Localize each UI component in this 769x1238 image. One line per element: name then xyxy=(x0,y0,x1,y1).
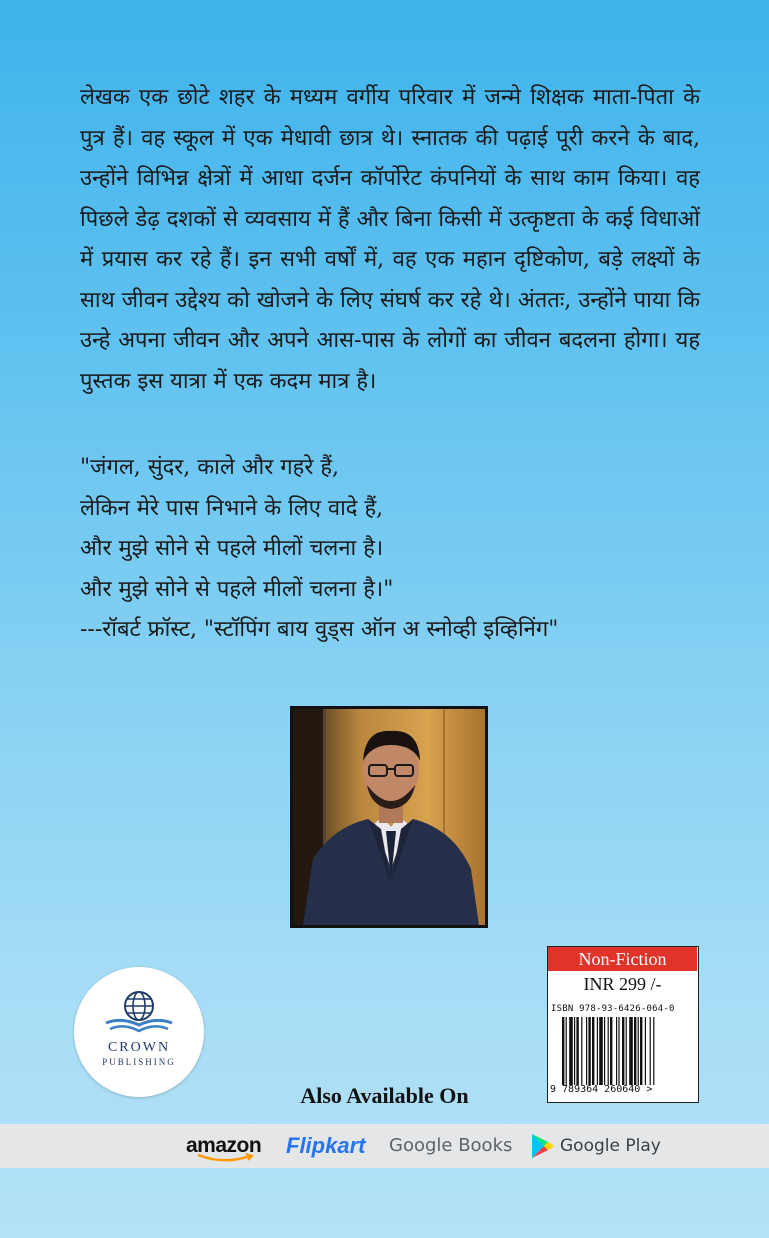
barcode-bar xyxy=(569,1017,573,1085)
publisher-subtitle: PUBLISHING xyxy=(102,1057,176,1067)
barcode-bar xyxy=(586,1017,587,1085)
poem-attribution: ---रॉबर्ट फ्रॉस्ट, "स्टॉपिंग बाय वुड्स ऑन अ स्नोव्ही इव्हिनिंग" xyxy=(80,617,559,642)
poem-line: लेकिन मेरे पास निभाने के लिए वादे हैं, xyxy=(80,495,384,521)
barcode xyxy=(562,1017,686,1085)
author-bio: लेखक एक छोटे शहर के मध्यम वर्गीय परिवार में जन्मे शिक्षक माता-पिता के पुत्र हैं। वह स्कूल में एक मेधावी छात्र थे। स्नातक की पढ़ाई पूरी करने के बाद, उन्होंने विभिन्न क्षेत्रों में आधा दर्जन कॉर्पोरेट कंपनियों के साथ काम किया। वह पिछले डेढ़ दशकों से व्यवसाय में हैं और बिना किसी में उत्कृष्टता के कई विधाओं में प्रयास कर रहे हैं। इन सभी वर्षों में, वह एक महान दृष्टिकोण, बड़े लक्ष्यों के साथ जीवन उद्देश्य को खोजने के लिए संघर्ष कर रहे थे। अंततः, उन्होंने पाया कि उन्हे अपना जीवन और अपने आस-पास के लोगों का जीवन बदलना होगा। यह पुस्तक इस यात्रा में एक कदम मात्र है। xyxy=(80,85,700,394)
author-photo xyxy=(290,706,488,928)
poem-line: और मुझे सोने से पहले मीलों चलना है।" xyxy=(80,576,394,602)
flipkart-logo[interactable]: Flipkart xyxy=(286,1133,366,1158)
barcode-bar xyxy=(599,1017,603,1085)
barcode-bar xyxy=(653,1017,654,1085)
barcode-bar xyxy=(645,1017,646,1085)
store-bar xyxy=(0,1124,769,1168)
google-books-logo[interactable]: Google Books xyxy=(389,1135,513,1156)
barcode-bar xyxy=(629,1017,633,1085)
barcode-bar xyxy=(562,1017,564,1085)
publisher-name: CROWN xyxy=(107,1040,171,1055)
barcode-bar xyxy=(608,1017,609,1085)
barcode-bar xyxy=(634,1017,636,1085)
publisher-logo xyxy=(74,967,204,1097)
price-barcode-box xyxy=(547,946,699,1103)
barcode-bar xyxy=(622,1017,624,1085)
barcode-bar xyxy=(618,1017,619,1085)
barcode-bar xyxy=(581,1017,582,1085)
isbn-label: ISBN 978-93-6426-064-0 xyxy=(551,1004,675,1014)
barcode-bar xyxy=(650,1017,651,1085)
poem-line: "जंगल, सुंदर, काले और गहरे हैं, xyxy=(80,455,340,480)
barcode-bar xyxy=(574,1017,575,1085)
barcode-bar xyxy=(610,1017,612,1085)
barcode-bar xyxy=(604,1017,605,1085)
barcode-bar xyxy=(588,1017,590,1085)
amazon-smile-icon xyxy=(196,1153,256,1163)
barcode-bar xyxy=(592,1017,594,1085)
poem-line: और मुझे सोने से पहले मीलों चलना है। xyxy=(80,536,384,561)
store-label: amazon xyxy=(186,1134,262,1157)
barcode-bar xyxy=(626,1017,627,1085)
globe-book-icon xyxy=(74,967,204,1042)
poem-quote xyxy=(80,448,740,651)
barcode-bar xyxy=(576,1017,578,1085)
amazon-logo[interactable] xyxy=(186,1124,261,1168)
barcode-bar xyxy=(640,1017,642,1085)
barcode-bar xyxy=(616,1017,617,1085)
barcode-bar xyxy=(597,1017,598,1085)
barcode-bar xyxy=(566,1017,567,1085)
genre-label: Non-Fiction xyxy=(548,947,697,971)
barcode-number: 9 789364 260640 > xyxy=(550,1084,653,1095)
price-label: INR 299 /- xyxy=(583,974,662,994)
available-on-label: Also Available On xyxy=(300,1083,469,1108)
store-label: Google Play xyxy=(560,1136,661,1156)
google-play-icon xyxy=(530,1133,554,1159)
barcode-bar xyxy=(638,1017,639,1085)
